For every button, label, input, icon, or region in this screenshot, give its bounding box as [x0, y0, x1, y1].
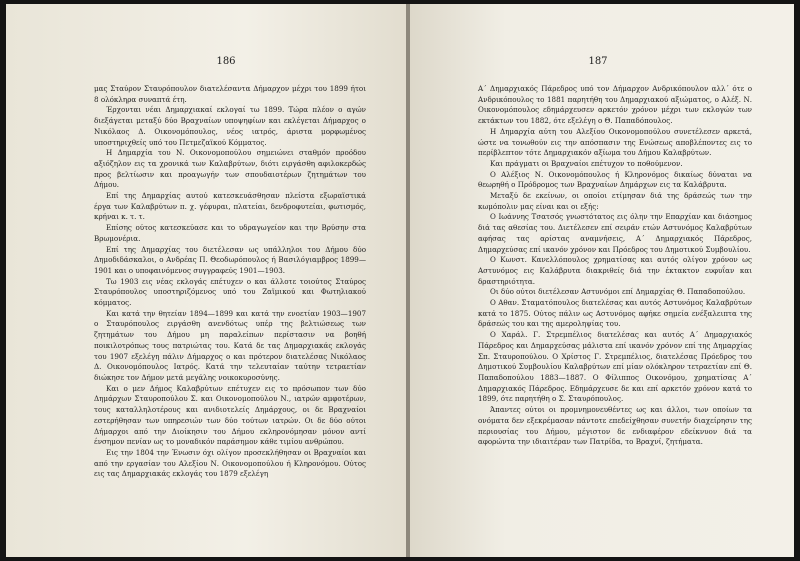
paragraph: Ο Κωνστ. Κανελλόπουλος χρηματίσας και αυτός ολίγον χρόνον ως Αστυνόμος εις Καλάβρυτα διακριθείς διά την έκτακτον ευφυΐαν και δραστηριότητα. — [478, 255, 752, 286]
paragraph: μας Σταύρον Σταυρόπουλον διατελέσαντα Δήμαρχον μέχρι του 1899 ήτοι 8 ολόκληρα συναπτά έτη. — [94, 84, 366, 104]
paragraph: Τω 1903 εις νέας εκλογάς επέτυχεν ο και άλλοτε τοιούτος Σταύρος Σταυρόπουλος υποστηριζόμενος υπό του Ζαϊμικού και Φωτηλιακού κόμματος. — [94, 276, 366, 308]
paragraph: Επίσης ούτος κατεσκεύασε και το υδραγωγείον και την Βρύσην στα Βρωμονέρια. — [94, 223, 366, 243]
paragraph: Ο Ιωάννης Τσατσός γνωστότατος εις όλην την Επαρχίαν και διάσημος διά τας αθεσίας του. Διετέλεσεν επί σειράν ετών Αστυνόμος Καλαβρύτων αφήσας τας αρίστας αναμνήσεις, Α΄ Δημαρχιακός Πάρεδρος, Δημαρχεύσας επί ικανόν χρόνον και Πρόεδρος του Δημοτικού Συμβουλίου. — [478, 212, 752, 254]
paragraph: Ο Αθαν. Σταματόπουλος διατελέσας και αυτός Αστυνόμος Καλαβρύτων κατά το 1875. Ούτος πάλιν ως Αστυνόμος αφήκε σημεία ενέξαλειπτα της δράσεώς του και της αμεροληψίας του. — [478, 298, 752, 329]
paragraph: Άπαντες ούτοι οι προμνημονευθέντες ως και άλλοι, των οποίων τα ονόματα δεν εξεκρέμασαν πάντοτε επεδείχθησαν συνετήν διαχείρησιν της περιουσίας του Δήμου, μέγιστον δε ενδιαφέρον εδείκνυον διά τα αφορώντα την ιδιαιτέραν των Πατρίδα, το Βραχνί, ζητήματα. — [478, 405, 752, 447]
left-page — [6, 4, 406, 557]
paragraph: Έρχονται νέαι Δημαρχιακαί εκλογαί τω 1899. Τώρα πλέον ο αγών διεξάγεται μεταξύ δύο Βραχναίων υποψηφίων και εκλέγεται Δήμαρχος ο Νικόλαος Δ. Οικονομόπουλος, νέος ιατρός, άριστα μορφωμένος υποστηριχθείς υπό του Πετμεζαϊκού Κόμματος. — [94, 105, 366, 147]
paragraph: Και ο μεν Δήμος Καλαβρύτων επέτυχεν εις το πρόσωπον των δύο Δημάρχων Σταυροπούλου Σ. και Οικονομοπούλου Ν., ιατρών αμφοτέρων, τους καταλληλοτέρους και ανιδιοτελείς Δημάρχους, οι δε Βραχναίοι εστερήθησαν των υπηρεσιών των δύο τούτων ιατρών. Οι δε δύο ούτοι Δήμαρχοι από την Διοίκησιν του Δήμου εκληρονόμησαν μόνον αντί ένσημον πενίαν ως το μοναδικόν παράσημον κάθε τιμίου ανθρώπου. — [94, 383, 366, 447]
paragraph: Ο Αλέξιος Ν. Οικονομόπουλος ή Κληρονόμος δικαίως δύναται να θεωρηθή ο Πρόδρομος των Βραχναίων Δημάρχων εις τα Καλάβρυτα. — [478, 169, 752, 190]
paragraph: Επί της Δημαρχίας αυτού κατεσκευάσθησαν πλείστα εξωραϊστικά έργα των Καλαβρύτων π. χ. γέφυραι, πλατείαι, δενδροφυτείαι, φωτισμός, κρήναι κ. τ. τ. — [94, 191, 366, 222]
page-number: 186 — [216, 56, 236, 67]
open-book — [6, 4, 794, 557]
paragraph: Οι δύο ούτοι διετέλεσαν Αστυνόμοι επί Δημαρχίας Θ. Παπαδοπούλου. — [490, 287, 746, 297]
paragraph: Εις την 1804 την Ένωσιν όχι ολίγον προσεκλήθησαν οι Βραχναίοι και από την εργασίαν του Αλεξίου Ν. Οικονομοπούλου ή Κληρονόμου. Ούτος εις τας Δημαρχιακάς εκλογάς του 1879 εξελέγη — [94, 447, 366, 479]
paragraph: Επί της Δημαρχίας του διετέλεσαν ως υπάλληλοι του Δήμου δύο Δημοδιδάσκαλοι, ο Ανδρέας Π. Θεοδωρόπουλος ή Βασιλόγιαμβρος 1899—1901 και ο υποφαινόμενος συγγραφεύς 1901—1903. — [94, 244, 366, 275]
paragraph: Η Δημαρχία αύτη του Αλεξίου Οικονομοπούλου συνετέλεσεν αρκετά, ώστε να τονωθούν εις την απόσπασιν της Ενώσεως αποβλέποντες εις το περίβλεπτον τότε Δημαρχιακόν αξίωμα του Δήμου Καλαβρύτων. — [478, 126, 752, 158]
paragraph: Και κατά την θητείαν 1894—1899 και κατά την ενοετίαν 1903—1907 ο Σταυρόπουλος ειργάσθη ανενδότως υπέρ της βελτιώσεως των ζητημάτων του Δήμου μη παραλείπων περίστασιν να βοηθή ποικιλοτρόπως τους πατριώτας του. Κατά δε τας Δημαρχιακάς εκλογάς του 1907 εξελέγη πάλιν Δήμαρχος ο και πρότερον διατελέσας Νικόλαος Δ. Οικονομόπουλος Ιατρός. Κατά την τελευταίαν ταύτην τετραετίαν διώκησε τον Δήμον μετά μεγάλης νοικοκυροσύνης. — [94, 308, 366, 382]
paragraph: Και πράγματι οι Βραχναίοι επέτυχον το ποθούμενον. — [490, 158, 683, 168]
right-page — [410, 4, 794, 557]
page-body — [94, 84, 366, 480]
page-number: 187 — [588, 56, 608, 67]
paragraph: Ο Χαράλ. Γ. Στρεμπέλιος διατελέσας και αυτός Α΄ Δημαρχιακός Πάρεδρος και Δημαρχεύσας μάλιστα επί ικανόν χρόνον επί της Δημαρχίας Σπ. Σταυροπούλου. Ο Χρίστος Γ. Στρεμπέλιος, διατελέσας Πρόεδρος του Δημοτικού Συμβουλίου Καλαβρύτων επί μίαν ολόκληρον τετραετίαν επί Θ. Παπαδοπούλου 1883—1887. Ο Φίλιππος Οικονόμου, χρηματίσας Α΄ Δημαρχιακός Πάρεδρος. Εδημάρχευσε δε και επί αρκετόν χρόνον κατά το 1899, ότε παρητήθη ο Σ. Σταυρόπουλος. — [478, 330, 752, 404]
paragraph: Η Δημαρχία του Ν. Οικονομοπούλου σημειώνει σταθμόν προόδου αξιόζηλον εις τα χρονικά των Καλαβρύτων, διότι ειργάσθη αφιλοκερδώς προς βελτίωσιν και προαγωγήν των σπουδαιοτέρων ζητημάτων του Δήμου. — [94, 148, 366, 190]
paragraph: Μεταξύ δε εκείνων, οι οποίοι ετίμησαν διά της δράσεώς των την κωμόπολιν μας είναι και οι εξής: — [478, 191, 752, 211]
page-body — [478, 84, 752, 448]
paragraph: Α΄ Δημαρχιακός Πάρεδρος υπό τον Δήμαρχον Ανδρικόπουλον αλλ΄ ότε ο Ανδρικόπουλος το 1881 παρητήθη του Δημαρχιακού αξιώματος, ο Αλέξ. Ν. Οικονομόπουλος εδημάρχευσεν αρκετόν χρόνον μέχρι των εκλογών των εκτάκτων του 1882, ότε εξελέγη ο Θ. Παπαδόπουλος. — [478, 84, 752, 126]
